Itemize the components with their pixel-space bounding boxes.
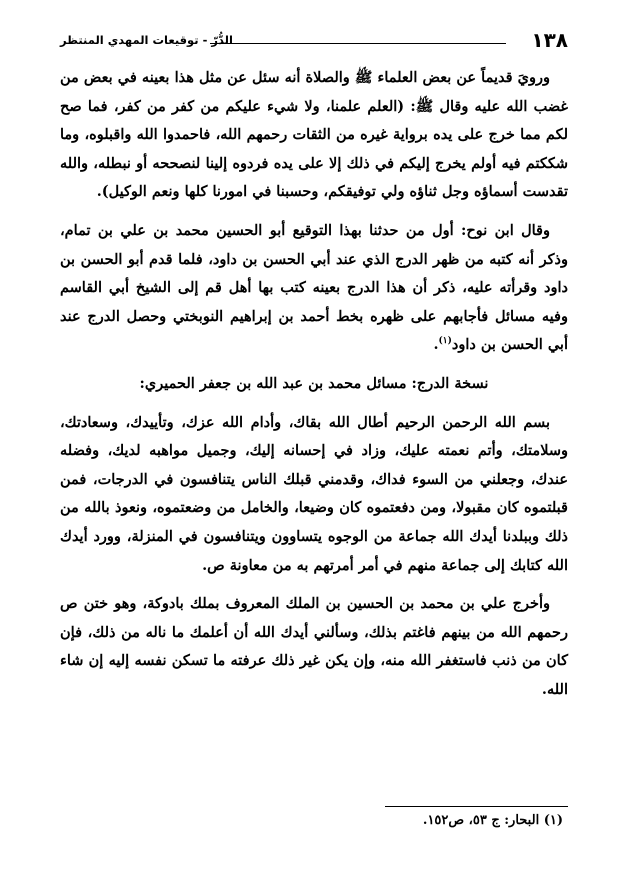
- footnote: (١) البحار: ج ٥٣، ص١٥٢.: [422, 813, 563, 828]
- paragraph-ibn-nuh: [60, 217, 568, 360]
- page-header: [60, 28, 568, 58]
- running-title: الدُّرّ - توقيعات المهدي المنتظر: [60, 33, 233, 47]
- footnote-marker: (١): [438, 336, 452, 347]
- footnote-rule: [385, 806, 568, 807]
- paragraph-end: .: [433, 336, 439, 354]
- paragraph-letter: بسم الله الرحمن الرحيم أطال الله بقاك، وأدام الله عزك، وتأييدك، وسعادتك، وسلامتك، وأتم نعمته عليك، وزاد في إحسانه إليك، وجميل مواهبه لديك، وفضله عندك، وجعلني من السوء فداك، وقدمني قبلك الناس يتنافسون في الدرجات، فمن قبلتموه كان مقبولا، ومن دفعتموه كان وضيعا، والخامل من وضعتموه، ونعوذ بالله من ذلك وببلدنا أيدك الله جماعة من الوجوه يتساوون ويتنافسون في المنزلة، وورد أيدك الله كتابك إلى جماعة منهم في أمر أمرتهم به من معاونة ص.: [60, 413, 568, 574]
- paragraph-text: وقال ابن نوح: أول من حدثنا بهذا التوقيع أبو الحسين محمد بن علي بن تمام، وذكر أنه كتبه من ظهر الدرج الذي عند أبي الحسن بن داود، فلما قدم أبو الحسن بن داود وقرأته عليه، ذكر أن هذا الدرج بعينه كتب بها أهل قم إلى الشيخ أبي القاسم وفيه مسائل فأجابهم على ظهره بخط أحمد بن إبراهيم النوبختي وحصل الدرج عند أبي الحسن بن داود: [60, 221, 568, 354]
- paragraph-narration: ورويَ قديماً عن بعض العلماء ﷺ والصلاة أنه سئل عن مثل هذا بعينه في بعض من غضب الله عليه وقال ﷺ: (العلم علمنا، ولا شيء عليكم من كفر من كفر، فما صح لكم مما خرج على يده برواية غيره من الثقات رحمهم الله، فاحمدوا الله واقبلوه، وما شككتم فيه أولم يخرج إليكم في ذلك إلا على يده فردوه إلينا لنصححه أو نبطله، والله تقدست أسماؤه وجل ثناؤه ولي توفيقكم، وحسبنا في امورنا كلها ونعم الوكيل).: [60, 69, 568, 201]
- header-rule: [210, 43, 506, 44]
- paragraph-ali-bin-muhammad: وأخرج علي بن محمد بن الحسين بن الملك المعروف بملك بادوكة، وهو ختن ص رحمهم الله من بينهم فاغتم بذلك، وسألني أيدك الله أن أعلمك ما ناله من ذلك، فإن كان من ذنب فاستغفر الله منه، وإن يكن غير ذلك عرفته ما تسكن نفسه إليه إن شاء الله.: [60, 595, 568, 698]
- page-body: [60, 64, 568, 704]
- page-number: ١٣٨: [531, 28, 568, 52]
- section-heading: نسخة الدرج: مسائل محمد بن عبد الله بن جعفر الحميري:: [139, 374, 489, 392]
